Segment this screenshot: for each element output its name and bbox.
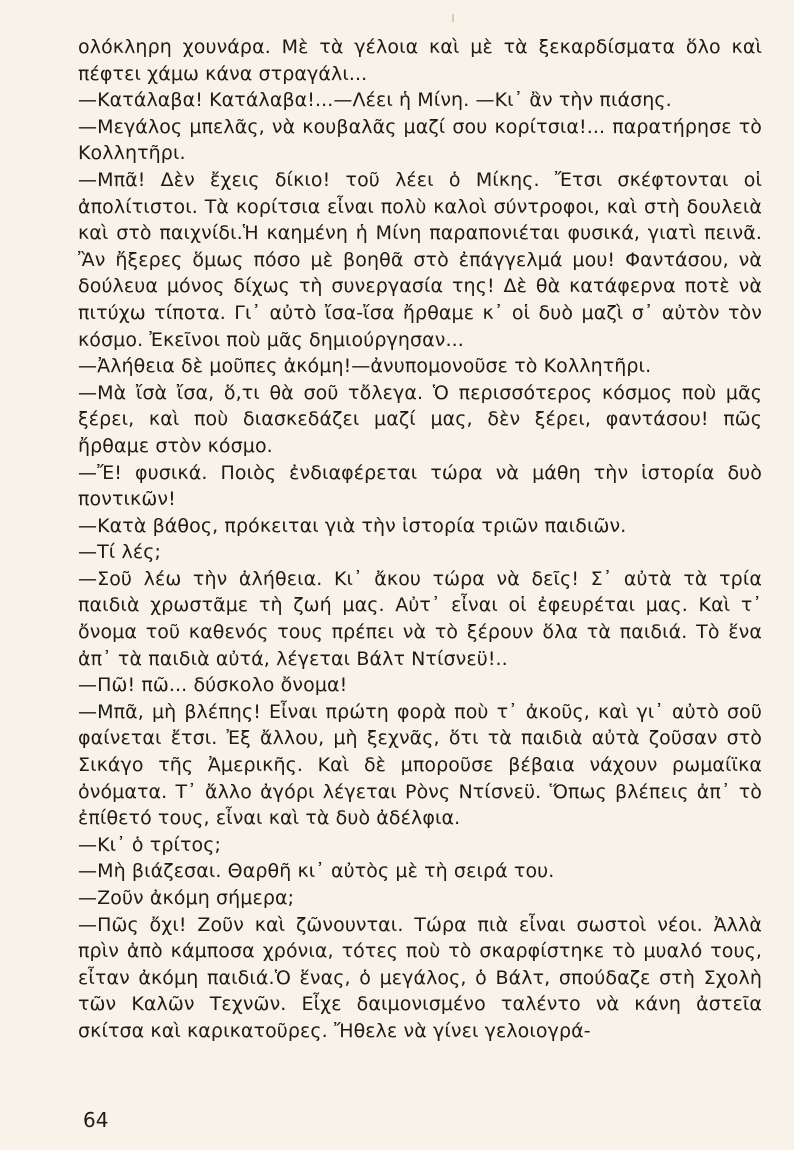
body-text	[78, 34, 762, 1045]
dialogue-line: —Τί λές;	[78, 541, 161, 564]
ink-mark	[452, 14, 454, 22]
dialogue-line: —Ζοῦν ἀκόμη σήμερα;	[78, 887, 295, 909]
dialogue-line: —Κατάλαβα! Κατάλαβα!...—Λέει ἡ Μίνη. —Κι᾿ ἂν τὴν πιάσης.	[78, 89, 672, 112]
dialogue-line: —Κι᾿ ὁ τρίτος;	[78, 833, 222, 856]
dialogue-line: —Μπᾶ! Δὲν ἔχεις δίκιο! τοῦ λέει ὁ Μίκης. Ἔτσι σκέφτονται οἱ ἀπολίτιστοι. Τὰ κορίτσια εἶναι πολὺ καλοὶ σύντροφοι, καὶ στὴ δουλειὰ καὶ στὸ παιχνίδι.Ἡ καημένη ἡ Μίνη παραπονιέται φυσικά, γιατὶ πεινᾶ. Ἂν ἤξερες ὅμως πόσο μὲ βοηθᾶ στὸ ἐπάγγελμά μου! Φαντάσου, νὰ δούλευα μόνος δίχως τὴ συνεργασία της! Δὲ θὰ κατάφερνα ποτὲ νὰ πιτύχω τίποτα. Γι᾿ αὐτὸ ἴσα-ἴσα ἤρθαμε κ᾿ οἱ δυὸ μαζὶ σ᾿ αὐτὸν τὸν κόσμο. Ἐκεῖνοι ποὺ μᾶς δημιούργησαν...	[78, 168, 762, 351]
dialogue-line: —Ἔ! φυσικά. Ποιὸς ἐνδιαφέρεται τώρα νὰ μάθη τὴν ἱστορία δυὸ ποντικῶν!	[78, 461, 762, 511]
paragraph: ολόκληρη χουνάρα. Μὲ τὰ γέλοια καὶ μὲ τὰ ξεκαρδίσματα ὅλο καὶ πέφτει χάμω κάνα στραγάλι...	[78, 36, 762, 85]
dialogue-line: —Κατὰ βάθος, πρόκειται γιὰ τὴν ἱστορία τριῶν παιδιῶν.	[78, 514, 627, 537]
dialogue-line: —Μὰ ἴσὰ ἴσα, ὅ,τι θὰ σοῦ τὄλεγα. Ὁ περισσότερος κόσμος ποὺ μᾶς ξέρει, καὶ ποὺ διασκεδάζει μαζί μας, δὲν ξέρει, φαντάσου! πῶς ἤρθαμε στὸν κόσμο.	[78, 381, 762, 457]
dialogue-line: —Μπᾶ, μὴ βλέπης! Εἶναι πρώτη φορὰ ποὺ τ᾿ ἀκοῦς, καὶ γι᾿ αὐτὸ σοῦ φαίνεται ἔτσι. Ἐξ ἄλλου, μὴ ξεχνᾶς, ὅτι τὰ παιδιὰ αὐτὰ ζοῦσαν στὸ Σικάγο τῆς Ἀμερικῆς. Καὶ δὲ μποροῦσε βέβαια νάχουν ρωμαίϊκα ὀνόματα. Τ᾿ ἄλλο ἀγόρι λέγεται Ρὸνς Ντίσνεϋ. Ὅπως βλέπεις ἀπ᾿ τὸ ἐπίθετό τους, εἶναι καὶ τὰ δυὸ ἀδέλφια.	[78, 700, 762, 830]
dialogue-line: —Μεγάλος μπελᾶς, νὰ κουβαλᾶς μαζί σου κορίτσια!... παρατήρησε τὸ Κολλητῆρι.	[78, 115, 762, 165]
dialogue-line: —Πῶ! πῶ... δύσκολο ὄνομα!	[78, 674, 348, 697]
dialogue-line: —Ἀλήθεια δὲ μοῦπες ἀκόμη!—ἀνυπομονοῦσε τὸ Κολλητῆρι.	[78, 355, 652, 378]
dialogue-line: —Μὴ βιάζεσαι. Θαρθῆ κι᾿ αὐτὸς μὲ τὴ σειρά του.	[78, 860, 555, 883]
page-number: 64	[83, 1108, 109, 1132]
dialogue-line: —Σοῦ λέω τὴν ἀλήθεια. Κι᾿ ἄκου τώρα νὰ δεῖς! Σ᾿ αὐτὰ τὰ τρία παιδιὰ χρωστᾶμε τὴ ζωή μας. Αὐτ᾿ εἶναι οἱ ἐφευρέται μας. Καὶ τ᾿ ὄνομα τοῦ καθενός τους πρέπει νὰ τὸ ξέρουν ὅλα τὰ παιδιά. Τὸ ἕνα ἀπ᾿ τὰ παιδιὰ αὐτά, λέγεται Βάλτ Ντίσνεϋ!..	[78, 567, 762, 670]
dialogue-line: —Πῶς ὄχι! Ζοῦν καὶ ζῶνουνται. Τώρα πιὰ εἶναι σωστοὶ νέοι. Ἀλλὰ πρὶν ἀπὸ κάμποσα χρόνια, τότες ποὺ τὸ σκαρφίστηκε τὸ μυαλό τους, εἶταν ἀκόμη παιδιά.Ὁ ἕνας, ὁ μεγάλος, ὁ Βάλτ, σπούδαζε στὴ Σχολὴ τῶν Καλῶν Τεχνῶν. Εἶχε δαιμονισμένο ταλέντο νὰ κάνη ἀστεῖα σκίτσα καὶ καρικατοῦρες. Ἤθελε νὰ γίνει γελοιογρά-	[78, 913, 762, 1042]
